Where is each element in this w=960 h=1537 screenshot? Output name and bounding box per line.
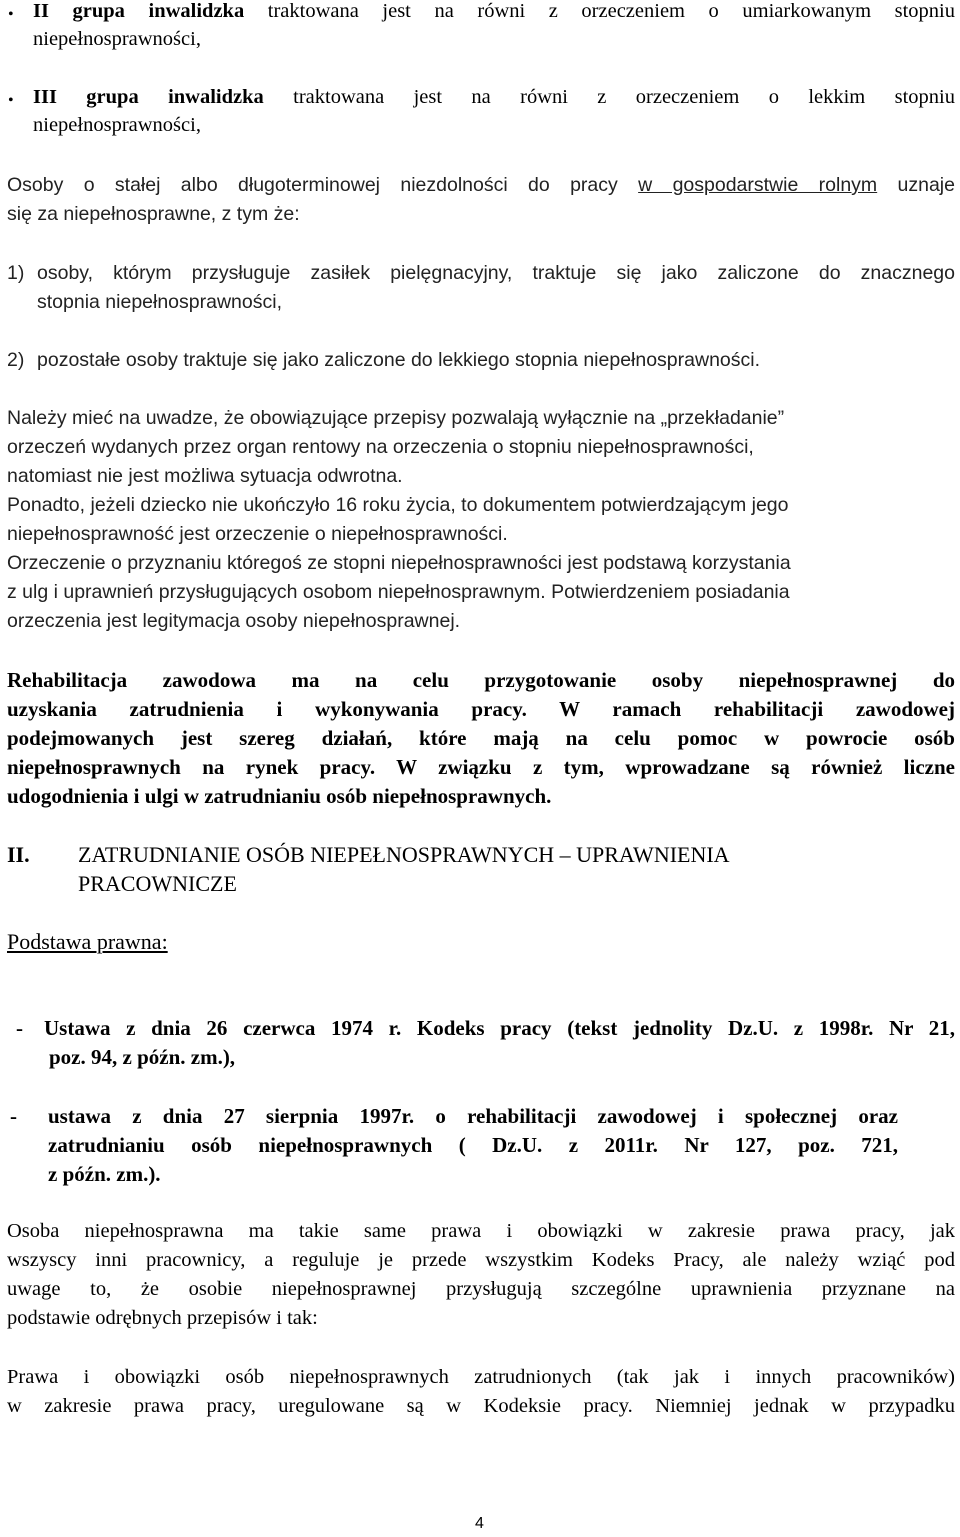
note-line: z ulg i uprawnień przysługujących osobom niepełnosprawnym. Potwierdzeniem posiadania: [7, 581, 790, 603]
rights-line: uwage to, że osobie niepełnosprawnej przysługują szczególne uprawnienia przyznane na: [7, 1278, 955, 1300]
bullet-bold: III grupa inwalidzka: [33, 86, 264, 108]
rehab-line: udogodnienia i ulgi w zatrudnianiu osób niepełnosprawnych.: [7, 784, 552, 808]
rehab-line: Rehabilitacja zawodowa ma na celu przygotowanie osoby niepełnosprawnej do: [7, 668, 955, 692]
rehab-line: uzyskania zatrudnienia i wykonywania pracy. W ramach rehabilitacji zawodowej: [7, 697, 955, 721]
rehab-line: podejmowanych jest szereg działań, które mają na celu pomoc w powrocie osób: [7, 726, 955, 750]
bullet-bold: II grupa inwalidzka: [33, 0, 245, 22]
list-item-text: pozostałe osoby traktuje się jako zaliczone do lekkiego stopnia niepełnosprawności.: [37, 349, 761, 371]
farm-link[interactable]: w gospodarstwie rolnym: [638, 174, 878, 196]
bullet-line: [33, 86, 955, 109]
list-item-text: stopnia niepełnosprawności,: [37, 291, 282, 313]
list-item-text: osoby, którym przysługuje zasiłek pielęgnacyjny, traktuje się jako zaliczone do znacznego: [37, 262, 955, 284]
bullet-marker: •: [8, 6, 14, 23]
rights-line: Osoba niepełnosprawna ma takie same prawa i obowiązki w zakresie prawa pracy, jak: [7, 1220, 955, 1242]
bullet-marker: •: [8, 92, 14, 109]
bullet-line: [33, 0, 955, 23]
note-line: orzeczenia jest legitymacja osoby niepełnosprawnej.: [7, 610, 461, 632]
note-line: natomiast nie jest możliwa sytuacja odwrotna.: [7, 465, 403, 487]
legal-basis-heading: Podstawa prawna:: [7, 929, 168, 954]
bullet-text: traktowana jest na równi z orzeczeniem o lekkim stopniu: [263, 86, 955, 108]
duties-line: w zakresie prawa pracy, uregulowane są w Kodeksie pracy. Niemniej jednak w przypadku: [7, 1395, 955, 1417]
legal-item-line: poz. 94, z późn. zm.),: [49, 1045, 236, 1069]
list-number: 1): [7, 262, 25, 284]
note-line: niepełnosprawność jest orzeczenie o niepełnosprawności.: [7, 523, 508, 545]
bullet-continuation: niepełnosprawności,: [33, 114, 201, 136]
farm-paragraph-line: [7, 174, 955, 197]
note-line: Ponadto, jeżeli dziecko nie ukończyło 16 roku życia, to dokumentem potwierdzającym jego: [7, 494, 789, 516]
legal-item-line: z późn. zm.).: [48, 1162, 161, 1186]
note-line: Należy mieć na uwadze, że obowiązujące przepisy pozwalają wyłącznie na „przekładanie”: [7, 407, 785, 429]
note-line: Orzeczenie o przyznaniu któregoś ze stopni niepełnosprawności jest podstawą korzystania: [7, 552, 791, 574]
rights-line: wszyscy inni pracownicy, a reguluje je przede wszystkim Kodeks Pracy, ale należy wziąć pod: [7, 1249, 955, 1271]
page-number: 4: [475, 1515, 484, 1532]
note-line: orzeczeń wydanych przez organ rentowy na orzeczenia o stopniu niepełnosprawności,: [7, 436, 754, 458]
duties-line: Prawa i obowiązki osób niepełnosprawnych zatrudnionych (tak jak i innych pracowników): [7, 1366, 955, 1388]
rehab-line: niepełnosprawnych na rynek pracy. W związku z tym, wprowadzane są również liczne: [7, 755, 955, 779]
farm-text: Osoby o stałej albo długoterminowej niezdolności do pracy: [7, 174, 639, 196]
legal-dash: -: [10, 1104, 17, 1128]
farm-paragraph-line: się za niepełnosprawne, z tym że:: [7, 203, 300, 225]
section-title: ZATRUDNIANIE OSÓB NIEPEŁNOSPRAWNYCH – UPRAWNIENIA: [78, 842, 730, 867]
bullet-continuation: niepełnosprawności,: [33, 28, 201, 50]
list-number: 2): [7, 349, 25, 371]
legal-dash: -: [16, 1016, 23, 1040]
farm-text: uznaje: [877, 174, 955, 196]
legal-item-line: Ustawa z dnia 26 czerwca 1974 r. Kodeks pracy (tekst jednolity Dz.U. z 1998r. Nr 21,: [44, 1016, 955, 1040]
bullet-text: traktowana jest na równi z orzeczeniem o umiarkowanym stopniu: [244, 0, 955, 22]
legal-item-line: ustawa z dnia 27 sierpnia 1997r. o rehabilitacji zawodowej i społecznej oraz: [48, 1104, 898, 1128]
legal-item-line: zatrudnianiu osób niepełnosprawnych ( Dz.U. z 2011r. Nr 127, poz. 721,: [48, 1133, 898, 1157]
section-number: II.: [7, 842, 30, 867]
section-title: PRACOWNICZE: [78, 871, 237, 896]
rights-line: podstawie odrębnych przepisów i tak:: [7, 1307, 318, 1329]
